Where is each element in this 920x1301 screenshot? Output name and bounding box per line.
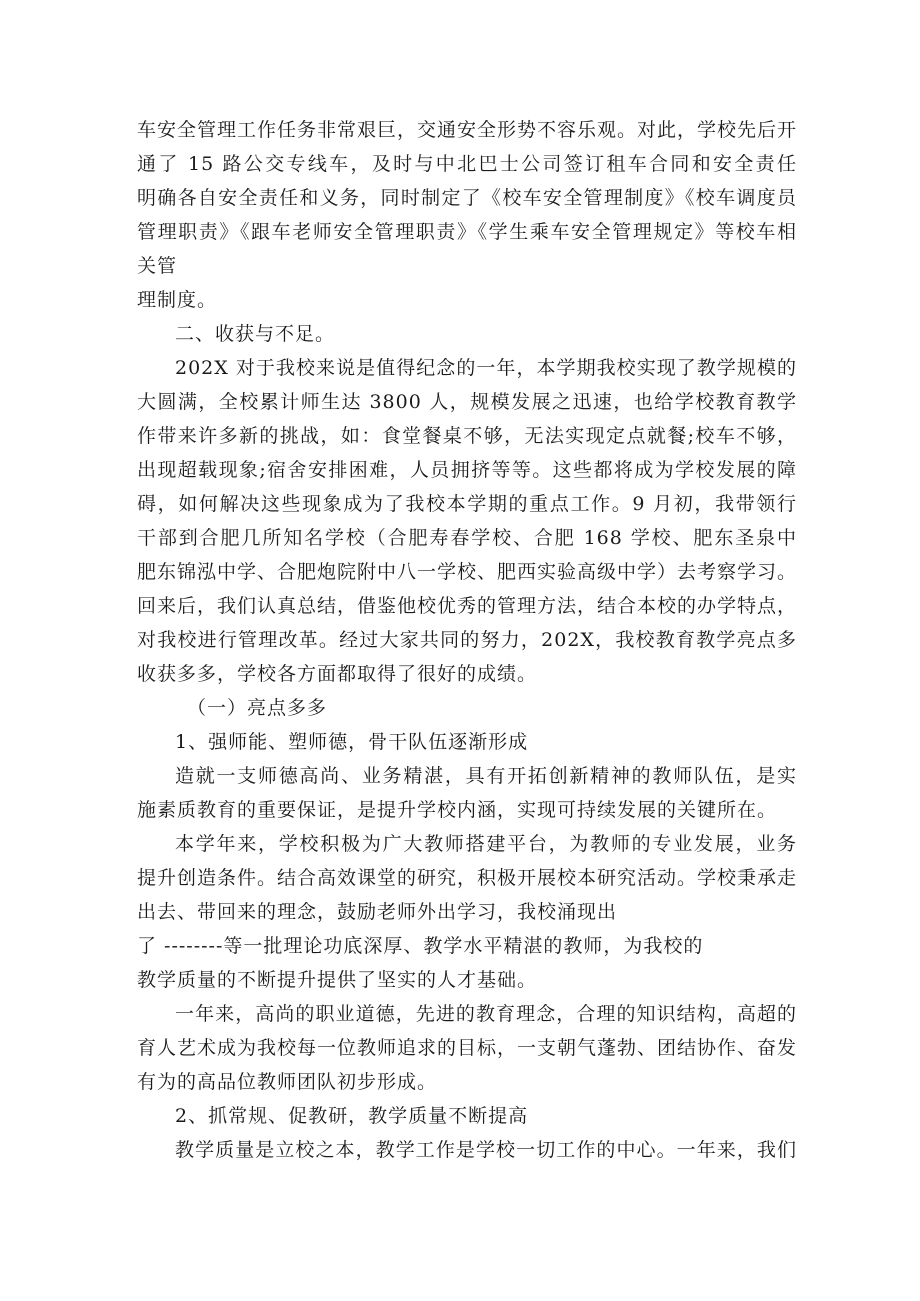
paragraph-line: 关管	[137, 255, 178, 277]
paragraph-line: 一年来，高尚的职业道德，先进的教育理念，合理的知识结构，高超的	[175, 1003, 797, 1025]
section-heading: 二、收获与不足。	[175, 323, 336, 345]
paragraph-line: 出去、带回来的理念，鼓励老师外出学习，我校涌现出	[137, 901, 618, 923]
paragraph-line: 本学年来，学校积极为广大教师搭建平台，为教师的专业发展，业务	[175, 833, 797, 855]
paragraph-line: 了 --------等一批理论功底深厚、教学水平精湛的教师，为我校的	[137, 935, 704, 957]
paragraph-line: 肥东锦泓中学、合肥炮院附中八一学校、肥西实验高级中学）去考察学习。	[137, 561, 797, 583]
paragraph-line: 碍，如何解决这些现象成为了我校本学期的重点工作。9 月初，我带领行	[137, 493, 797, 515]
paragraph-line: 车安全管理工作任务非常艰巨，交通安全形势不容乐观。对此，学校先后开	[137, 119, 797, 141]
paragraph-line: 出现超载现象;宿舍安排困难，人员拥挤等等。这些都将成为学校发展的障	[137, 459, 797, 481]
subsection-heading: （一）亮点多多	[187, 697, 328, 719]
paragraph-line: 对我校进行管理改革。经过大家共同的努力，202X，我校教育教学亮点多	[137, 629, 797, 651]
paragraph-line: 理制度。	[137, 289, 218, 311]
paragraph-line: 202X 对于我校来说是值得纪念的一年，本学期我校实现了教学规模的	[175, 357, 797, 379]
paragraph-line: 施素质教育的重要保证，是提升学校内涵，实现可持续发展的关键所在。	[137, 799, 778, 821]
paragraph-line: 管理职责》《跟车老师安全管理职责》《学生乘车安全管理规定》等校车相	[137, 221, 797, 243]
paragraph-line: 收获多多，学校各方面都取得了很好的成绩。	[137, 663, 538, 685]
paragraph-line: 教学质量是立校之本，教学工作是学校一切工作的中心。一年来，我们	[175, 1139, 797, 1161]
paragraph-line: 干部到合肥几所知名学校（合肥寿春学校、合肥 168 学校、肥东圣泉中	[137, 527, 797, 549]
paragraph-line: 有为的高品位教师团队初步形成。	[137, 1071, 438, 1093]
item-heading: 1、强师能、塑师德，骨干队伍逐渐形成	[175, 731, 529, 753]
item-heading: 2、抓常规、促教研，教学质量不断提高	[175, 1105, 529, 1127]
paragraph-line: 大圆满，全校累计师生达 3800 人，规模发展之迅速，也给学校教育教学	[137, 391, 797, 413]
paragraph-line: 育人艺术成为我校每一位教师追求的目标，一支朝气蓬勃、团结协作、奋发	[137, 1037, 797, 1059]
paragraph-line: 作带来许多新的挑战，如：食堂餐桌不够，无法实现定点就餐;校车不够，	[137, 425, 797, 447]
paragraph-line: 回来后，我们认真总结，借鉴他校优秀的管理方法，结合本校的办学特点，	[137, 595, 797, 617]
paragraph-line: 教学质量的不断提升提供了坚实的人才基础。	[137, 969, 538, 991]
paragraph-line: 通了 15 路公交专线车，及时与中北巴士公司签订租车合同和安全责任	[137, 153, 797, 175]
document-body	[137, 113, 797, 1167]
paragraph-line: 提升创造条件。结合高效课堂的研究，积极开展校本研究活动。学校秉承走	[137, 867, 797, 889]
paragraph-line: 明确各自安全责任和义务，同时制定了《校车安全管理制度》《校车调度员	[137, 187, 797, 209]
paragraph-line: 造就一支师德高尚、业务精湛，具有开拓创新精神的教师队伍，是实	[175, 765, 797, 787]
